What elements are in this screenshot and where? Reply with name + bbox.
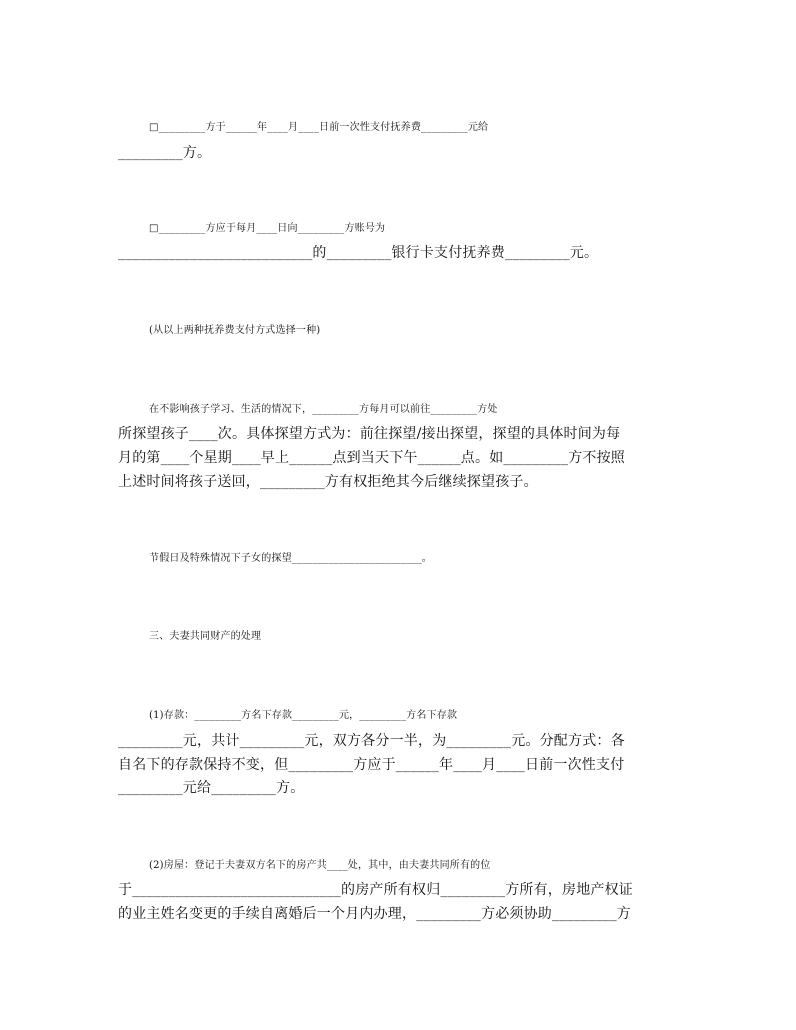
section-three-heading: 三、夫妻共同财产的处理	[149, 631, 262, 642]
holiday-visitation: 节假日及特殊情况下子女的探望_________________________。	[149, 553, 432, 564]
monthly-option-line-2: ___________________________的_________银行卡支付抚养费_________元。	[118, 245, 599, 261]
deposits-line-1: (1)存款：_________方名下存款_________元，_________方名下存款	[149, 710, 458, 721]
visitation-line-4: 上述时间将孩子送回，_________方有权拒绝其今后继续探望孩子。	[118, 474, 538, 490]
visitation-line-1: 在不影响孩子学习、生活的情况下，_________方每月可以前往_________方处	[149, 404, 498, 415]
lump-sum-option-line-1: □_________方于______年____月____日前一次性支付抚养费_________元给	[149, 122, 489, 133]
lump-sum-option-line-2: _________方。	[118, 145, 212, 161]
housing-line-2: 于_____________________________的房产所有权归_________方所有，房地产权证	[118, 882, 633, 898]
visitation-line-2: 所探望孩子____次。具体探望方式为：前往探望/接出探望，探望的具体时间为每	[118, 426, 621, 442]
deposits-line-4: _________元给_________方。	[118, 780, 305, 796]
housing-line-1: (2)房屋：登记于夫妻双方名下的房产共____处，其中，由夫妻共同所有的位	[149, 860, 491, 871]
deposits-line-3: 自名下的存款保持不变，但_________方应于______年____月____日前一次性支付	[118, 757, 625, 773]
choose-one-note: (从以上两种抚养费支付方式选择一种)	[149, 325, 321, 336]
housing-line-3: 的业主姓名变更的手续自离婚后一个月内办理，_________方必须协助_________方	[118, 906, 631, 922]
visitation-line-3: 月的第____个星期____早上______点到当天下午______点。如_________方不按照	[118, 450, 625, 466]
deposits-line-2: _________元，共计_________元，双方各分一半，为_________元。分配方式：各	[118, 733, 625, 749]
monthly-option-line-1: □_________方应于每月____日向_________方账号为	[149, 223, 386, 234]
